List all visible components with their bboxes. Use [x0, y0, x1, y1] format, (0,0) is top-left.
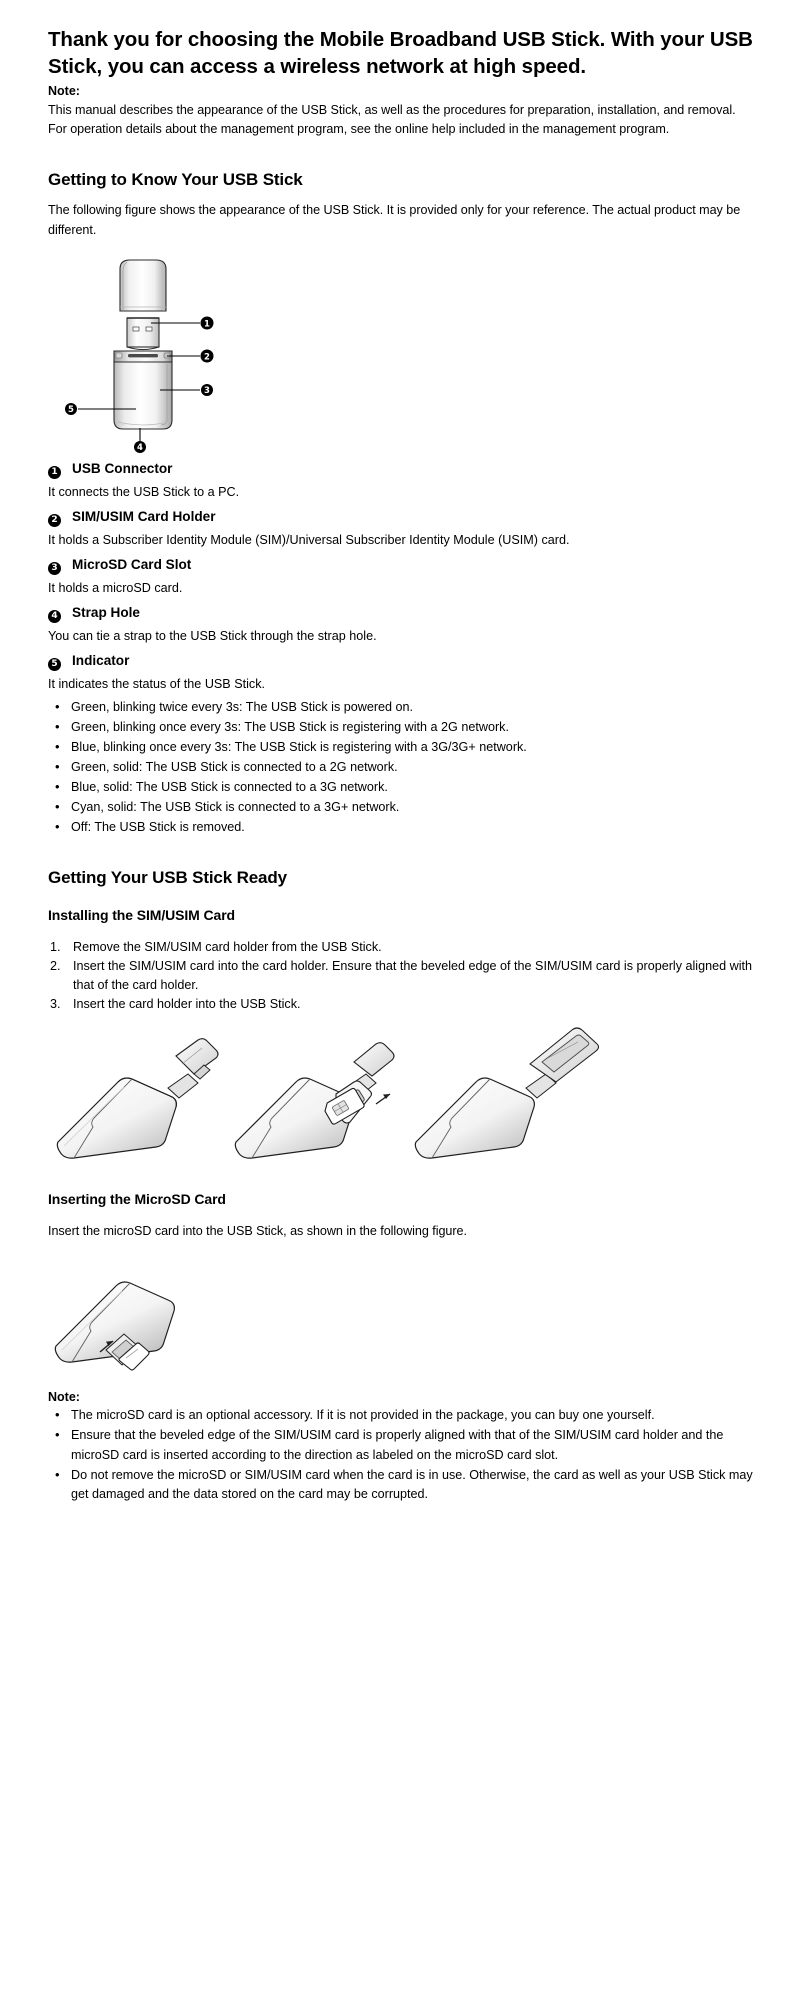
number-badge-4-icon: 4	[48, 610, 61, 623]
final-note-list	[48, 1406, 754, 1504]
final-note-label: Note:	[48, 1389, 80, 1404]
svg-text:1: 1	[204, 319, 210, 330]
subsection-heading-install-sim: Installing the SIM/USIM Card	[48, 907, 235, 923]
list-item: • Off: The USB Stick is removed.	[48, 818, 754, 837]
svg-text:5: 5	[68, 405, 74, 416]
callout-definition-4	[48, 605, 754, 646]
install-step-1-illustration	[57, 1039, 218, 1158]
number-badge-5-icon: 5	[48, 658, 61, 671]
callout-definition-2	[48, 509, 754, 550]
callout-2-desc: It holds a Subscriber Identity Module (SIM)/Universal Subscriber Identity Module (USIM) card.	[48, 533, 570, 548]
usb-stick-body	[114, 362, 172, 429]
callout-3-head	[48, 557, 754, 574]
section-heading-getting-to-know: Getting to Know Your USB Stick	[48, 169, 303, 189]
list-item: • Do not remove the microSD or SIM/USIM card when the card is in use. Otherwise, the card as well as your USB Stick may get damaged and the data stored on the card may be corrupted.	[48, 1466, 754, 1504]
callout-4-title: Strap Hole	[72, 604, 140, 620]
callout-1-head	[48, 461, 754, 478]
callout-definition-5	[48, 653, 754, 694]
callout-definition-1	[48, 461, 754, 502]
list-item: • Cyan, solid: The USB Stick is connected to a 3G+ network.	[48, 798, 754, 817]
callout-definition-3	[48, 557, 754, 598]
callout-3-title: MicroSD Card Slot	[72, 556, 192, 572]
figure-usb-stick-overview	[48, 254, 754, 454]
figure-sim-installation-steps	[48, 1034, 754, 1172]
intro-note-label: Note:	[48, 84, 80, 99]
number-badge-1-icon: 1	[48, 466, 61, 479]
intro-note-text: This manual describes the appearance of the USB Stick, as well as the procedures for preparation, installation, and removal. For operation details about the management program, see the online help included in the management program.	[48, 102, 736, 137]
usb-stick-diagram	[48, 254, 378, 454]
callout-3-desc: It holds a microSD card.	[48, 580, 183, 595]
svg-text:2: 2	[204, 352, 210, 363]
list-item: • Green, blinking once every 3s: The USB Stick is registering with a 2G network.	[48, 718, 754, 737]
indicator-status-list	[48, 698, 754, 838]
list-item: • Green, blinking twice every 3s: The USB Stick is powered on.	[48, 698, 754, 717]
callout-5-desc: It indicates the status of the USB Stick.	[48, 676, 265, 691]
microsd-insertion-diagram	[48, 1254, 308, 1372]
usb-cap	[120, 260, 166, 311]
install-step-3-illustration	[415, 1028, 598, 1158]
list-item: Remove the SIM/USIM card holder from the USB Stick.	[73, 939, 382, 954]
section-heading-getting-ready: Getting Your USB Stick Ready	[48, 867, 287, 887]
callout-4-head	[48, 605, 754, 622]
sim-installation-diagram	[48, 1034, 608, 1172]
list-item: Insert the SIM/USIM card into the card holder. Ensure that the beveled edge of the SIM/USIM card is properly aligned with that of the card holder.	[73, 958, 753, 993]
number-badge-2-icon: 2	[48, 514, 61, 527]
callout-1-title: USB Connector	[72, 461, 173, 477]
getting-to-know-intro: The following figure shows the appearance of the USB Stick. It is provided only for your reference. The actual product may be different.	[48, 203, 741, 237]
svg-text:3: 3	[204, 386, 210, 397]
callout-5-title: Indicator	[72, 652, 130, 668]
callout-1-desc: It connects the USB Stick to a PC.	[48, 485, 240, 500]
sim-card-holder-detached	[176, 1039, 218, 1079]
final-note-block	[48, 1390, 754, 1504]
install-step-2-illustration	[235, 1043, 394, 1158]
list-item: • Ensure that the beveled edge of the SIM/USIM card is properly aligned with that of the SIM/USIM card holder and the microSD card is inserted according to the direction as labeled on the microSD card slot.	[48, 1426, 754, 1464]
insert-microsd-intro: Insert the microSD card into the USB Stick, as shown in the following figure.	[48, 1224, 467, 1239]
sim-card-holder-inserting	[530, 1028, 599, 1082]
callout-5-head	[48, 653, 754, 670]
install-sim-steps	[48, 938, 754, 1015]
list-item: • Blue, solid: The USB Stick is connected to a 3G network.	[48, 778, 754, 797]
subsection-heading-insert-microsd: Inserting the MicroSD Card	[48, 1191, 226, 1208]
sim-card-detail-illustration	[322, 1081, 390, 1125]
list-item: • The microSD card is an optional accessory. If it is not provided in the package, you can buy one yourself.	[48, 1406, 754, 1425]
figure-microsd-insertion	[48, 1254, 754, 1372]
list-item: Insert the card holder into the USB Stick.	[73, 997, 301, 1012]
callout-2-title: SIM/USIM Card Holder	[72, 509, 216, 525]
page-title: Thank you for choosing the Mobile Broadband USB Stick. With your USB Stick, you can access a wireless network at high speed.	[48, 28, 753, 79]
callout-2-head	[48, 509, 754, 526]
list-item: • Green, solid: The USB Stick is connected to a 2G network.	[48, 758, 754, 777]
svg-text:4: 4	[137, 443, 143, 454]
callout-4-desc: You can tie a strap to the USB Stick through the strap hole.	[48, 628, 377, 643]
list-item: • Blue, blinking once every 3s: The USB Stick is registering with a 3G/3G+ network.	[48, 738, 754, 757]
number-badge-3-icon: 3	[48, 562, 61, 575]
